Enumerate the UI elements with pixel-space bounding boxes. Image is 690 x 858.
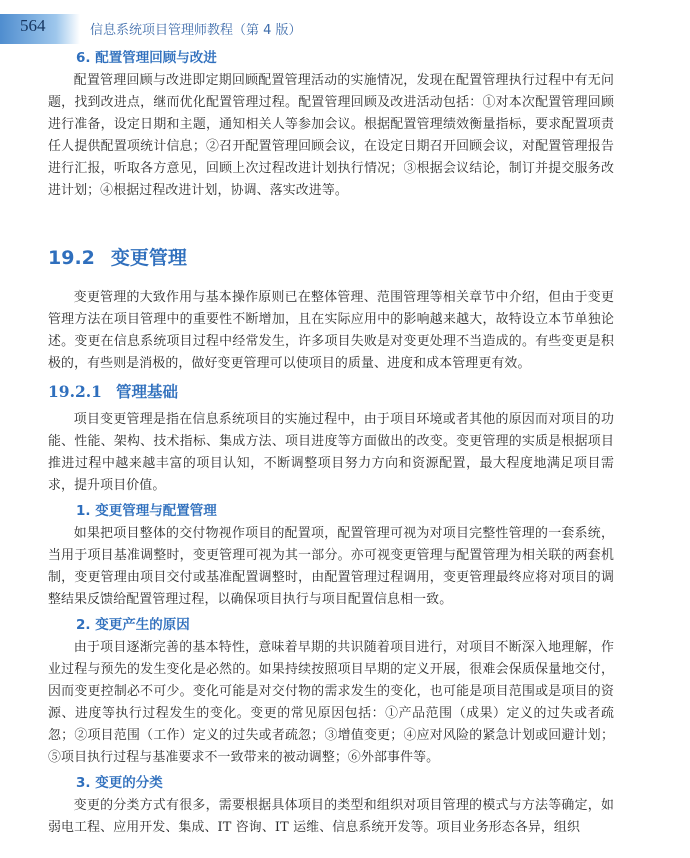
paragraph-change-classification: 变更的分类方式有很多，需要根据具体项目的类型和组织对项目管理的模式与方法等确定，如弱电工程、应用开发、集成、IT 咨询、IT 运维、信息系统开发等。项目业务形态各异，组织 [48,798,614,835]
subsection-heading-config-review: 6. 配置管理回顾与改进 [76,50,217,66]
paragraph-block [48,70,614,223]
section-heading-19-2 [48,233,614,281]
section-title: 管理基础 [115,382,178,401]
subsection-heading-change-vs-config: 1. 变更管理与配置管理 [76,503,217,519]
paragraph-management-basics: 项目变更管理是指在信息系统项目的实施过程中，由于项目环境或者其他的原因而对项目的功能、性能、架构、技术指标、集成方法、项目进度等方面做出的改变。变更管理的实质是根据项目推进过程中越来越丰富的项目认知，不断调整项目努力方向和资源配置，最大程度地满足项目需求，提升项目价值。 [48,412,614,493]
paragraph-block [48,637,614,769]
running-header-title: 信息系统项目管理师教程（第 4 版） [90,23,302,38]
paragraph-change-causes: 由于项目逐渐完善的基本特性，意味着早期的共识随着项目进行，对项目不断深入地理解，作业过程与预先的发生变化是必然的。如果持续按照项目早期的定义开展，很难会保质保量地交付，因而变更控制必不可少。变化可能是对交付物的需求发生的变化，也可能是项目范围或是项目的资源、进度等执行过程发生的变化。变更的常见原因包括：①产品范围（成果）定义的过失或者疏忽；②项目范围（工作）定义的过失或者疏忽；③增值变更；④应对风险的紧急计划或回避计划；⑤项目执行过程与基准要求不一致带来的被动调整；⑥外部事件等。 [48,640,614,765]
page-number: 564 [20,16,46,35]
paragraph-config-review: 配置管理回顾与改进即定期回顾配置管理活动的实施情况，发现在配置管理执行过程中有无问题，找到改进点，继而优化配置管理过程。配置管理回顾及改进活动包括：①对本次配置管理回顾进行准备，设定日期和主题，通知相关人等参加会议。根据配置管理绩效衡量指标，要求配置项责任人提供配置项统计信息；②召开配置管理回顾会议，在设定日期召开回顾会议，对配置管理报告进行汇报，听取各方意见，回顾上次过程改进计划执行情况；③根据会议结论，制订并提交服务改进计划；④根据过程改进计划，协调、落实改进等。 [48,73,614,198]
page-content [48,46,614,839]
paragraph-change-vs-config: 如果把项目整体的交付物视作项目的配置项，配置管理可视为对项目完整性管理的一套系统，当用于项目基准调整时，变更管理可视为其一部分。亦可视变更管理与配置管理为相关联的两套机制，变更管理由项目交付或基准配置调整时，由配置管理过程调用，变更管理最终应将对项目的调整结果反馈给配置管理过程，以确保项目执行与项目配置信息相一致。 [48,526,614,607]
paragraph-change-management-intro: 变更管理的大致作用与基本操作原则已在整体管理、范围管理等相关章节中介绍，但由于变更管理方法在项目管理中的重要性不断增加，且在实际应用中的影响越来越大，故特设立本节单独论述。变更在信息系统项目过程中经常发生，许多项目失败是对变更处理不当造成的。有些变更是积极的，有些则是消极的，做好变更管理可以使项目的质量、进度和成本管理更有效。 [48,290,614,371]
paragraph-block [48,523,614,611]
subsection-heading-change-classification: 3. 变更的分类 [76,775,163,791]
section-heading-19-2-1 [48,375,614,409]
paragraph-block [48,409,614,497]
paragraph-block [48,795,614,839]
section-title: 变更管理 [110,247,187,269]
paragraph-block [48,287,614,375]
section-number: 19.2 [48,247,95,269]
subsection-heading-change-causes: 2. 变更产生的原因 [76,617,190,633]
section-number: 19.2.1 [48,382,102,401]
